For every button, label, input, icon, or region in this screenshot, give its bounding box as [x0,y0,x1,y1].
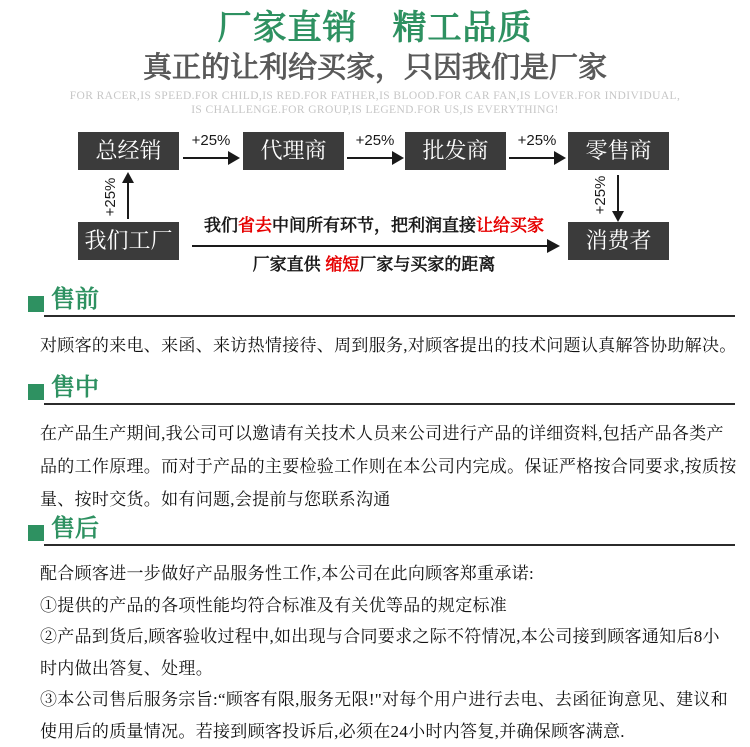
section-title: 售后 [51,515,99,542]
markup-percent-label: +25% [517,132,557,149]
section-during-sale [0,375,750,516]
box-agent: 代理商 [243,132,344,170]
text-run: 厂家与买家的距离 [359,255,496,274]
green-square-bullet-icon [28,296,44,312]
paragraph: 在产品生产期间,我公司可以邀请有关技术人员来公司进行产品的详细资料,包括产品各类产品的工作原理。而对于产品的主要检验工作则在本公司内完成。保证严格按合同要求,按质按量、按时交货。如有问题,会提前与您联系沟通 [40,424,737,509]
tagline-line2: IS CHALLENGE.FOR GROUP,IS LEGEND.FOR US,IS EVERYTHING! [191,104,559,116]
page-subtitle: 真正的让利给买家，只因我们是厂家 [142,52,607,84]
section-pre-sale [0,287,750,362]
text-run: 厂家直供 [252,255,326,274]
tagline [0,89,750,117]
section-heading [28,375,735,405]
right-arrow-icon [507,151,567,165]
markup-percent-label: +25% [355,132,395,149]
paragraph: 配合顾客进一步做好产品服务性工作,本公司在此向顾客郑重承诺: [40,564,534,583]
supply-chain-diagram [0,125,750,277]
box-our-factory: 我们工厂 [78,222,179,260]
text-run-red: 让给买家 [476,216,544,235]
paragraph: ①提供的产品的各项性能均符合标准及有关优等品的规定标准 [40,595,508,615]
markup-step-3 [507,133,567,165]
message-line-1 [188,215,560,237]
markup-percent-label-vertical: +25% [592,175,609,215]
text-run-red: 缩短 [325,255,360,274]
page-title: 厂家直销 精工品质 [217,9,533,47]
markup-step-1 [181,133,241,165]
green-square-bullet-icon [28,384,44,400]
header [0,6,750,117]
section-heading [28,287,735,317]
text-run: 我们 [204,216,238,235]
right-arrow-icon [181,151,241,165]
direct-supply-message [188,215,560,276]
green-square-bullet-icon [28,525,44,541]
section-body [40,329,737,362]
box-consumer: 消费者 [568,222,669,260]
right-arrow-icon [345,151,405,165]
heading-underline [44,287,735,317]
paragraph: ②产品到货后,顾客验收过程中,如出现与合同要求之际不符情况,本公司接到顾客通知后8小时内做出答复、处理。 [40,627,720,678]
box-retailer: 零售商 [568,132,669,170]
message-line-2 [188,254,560,276]
section-title: 售中 [51,374,99,401]
markup-step-2 [345,133,405,165]
text-run: 中间所有环节，把利润直接 [272,216,476,235]
paragraph: ③本公司售后服务宗旨:“顾客有限,服务无限!"对每个用户进行去电、去函征询意见、建议和使用后的质量情况。若接到顾客投诉后,必须在24小时内答复,并确保顾客满意. [40,690,729,741]
box-wholesaler: 批发商 [405,132,506,170]
markup-percent-label-vertical: +25% [102,177,119,217]
long-right-arrow-icon [188,239,560,253]
tagline-line1: FOR RACER,IS SPEED.FOR CHILD,IS RED.FOR FATHER,IS BLOOD.FOR CAR FAN,IS LOVER.FOR INDIVIDUAL, [69,90,681,102]
section-body [40,417,737,516]
heading-underline [44,516,735,546]
section-body [40,558,737,747]
heading-underline [44,375,735,405]
text-run-red: 省去 [238,216,272,235]
up-arrow-icon [127,183,129,219]
section-after-sale [0,516,750,747]
section-heading [28,516,735,546]
paragraph: 对顾客的来电、来函、来访热情接待、周到服务,对顾客提出的技术问题认真解答协助解决。 [40,336,737,355]
promo-page [0,6,750,741]
markup-percent-label: +25% [191,132,231,149]
section-title: 售前 [51,286,99,313]
box-general-distributor: 总经销 [78,132,179,170]
down-arrow-icon [617,175,619,211]
